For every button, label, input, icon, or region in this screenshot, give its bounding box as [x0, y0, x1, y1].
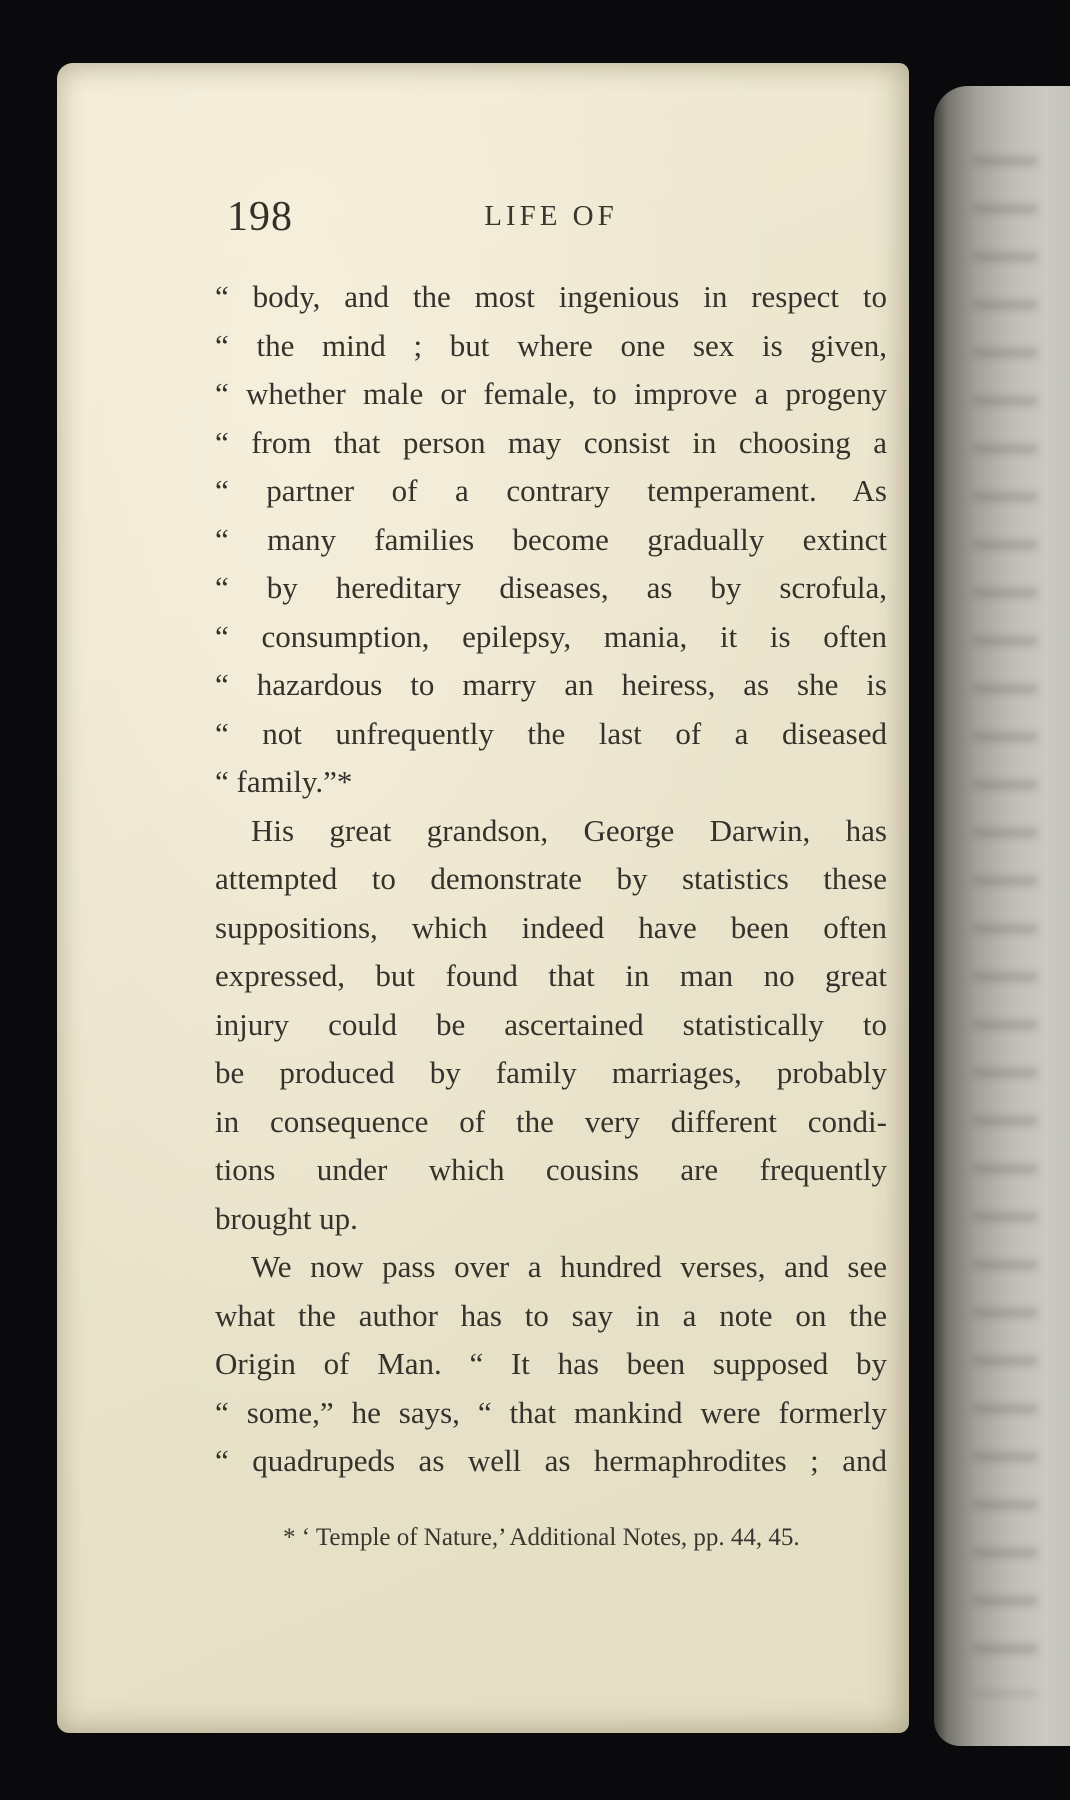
text-line: “ from that person may consist in choosing a — [215, 424, 887, 460]
show-through-text — [974, 156, 1038, 1696]
text-line: “ family.”* — [215, 764, 353, 799]
book-fore-edge — [934, 86, 1070, 1746]
text-line: tions under which cousins are frequently — [215, 1152, 887, 1187]
text-line: “ not unfrequently the last of a diseased — [215, 715, 887, 751]
text-line: be produced by family marriages, probably — [215, 1055, 887, 1090]
text-line: “ body, and the most ingenious in respect to — [215, 279, 887, 314]
text-line: expressed, but found that in man no great — [215, 958, 887, 993]
paragraph — [215, 1243, 887, 1486]
text-line: His great grandson, George Darwin, has — [251, 812, 887, 848]
quoted-paragraph — [215, 273, 887, 807]
text-line: “ by hereditary diseases, as by scrofula, — [215, 570, 887, 605]
paragraph — [215, 807, 887, 1244]
text-line: “ many families become gradually extinct — [215, 521, 887, 557]
page-number: 198 — [227, 194, 293, 240]
text-line: Origin of Man. “ It has been supposed by — [215, 1346, 887, 1381]
page-text-block — [215, 273, 887, 1555]
text-line: “ quadrupeds as well as hermaphrodites ; and — [215, 1443, 887, 1478]
text-line: in consequence of the very different condi- — [215, 1103, 887, 1139]
scanned-book-page — [57, 63, 909, 1733]
text-line: what the author has to say in a note on the — [215, 1297, 887, 1333]
text-line: We now pass over a hundred verses, and see — [251, 1249, 887, 1284]
text-line: suppositions, which indeed have been often — [215, 909, 887, 945]
text-line: “ the mind ; but where one sex is given, — [215, 327, 887, 363]
text-line: “ whether male or female, to improve a progeny — [215, 376, 887, 411]
text-line: injury could be ascertained statistically to — [215, 1006, 887, 1042]
running-head: LIFE OF — [484, 200, 618, 232]
text-line: brought up. — [215, 1200, 358, 1236]
text-line: “ partner of a contrary temperament. As — [215, 473, 887, 508]
text-line: “ hazardous to marry an heiress, as she is — [215, 667, 887, 702]
footnote: * ‘ Temple of Nature,’ Additional Notes, pp. 44, 45. — [283, 1523, 800, 1551]
text-line: attempted to demonstrate by statistics these — [215, 861, 887, 896]
text-line: “ consumption, epilepsy, mania, it is often — [215, 618, 887, 654]
text-line: “ some,” he says, “ that mankind were formerly — [215, 1394, 887, 1430]
